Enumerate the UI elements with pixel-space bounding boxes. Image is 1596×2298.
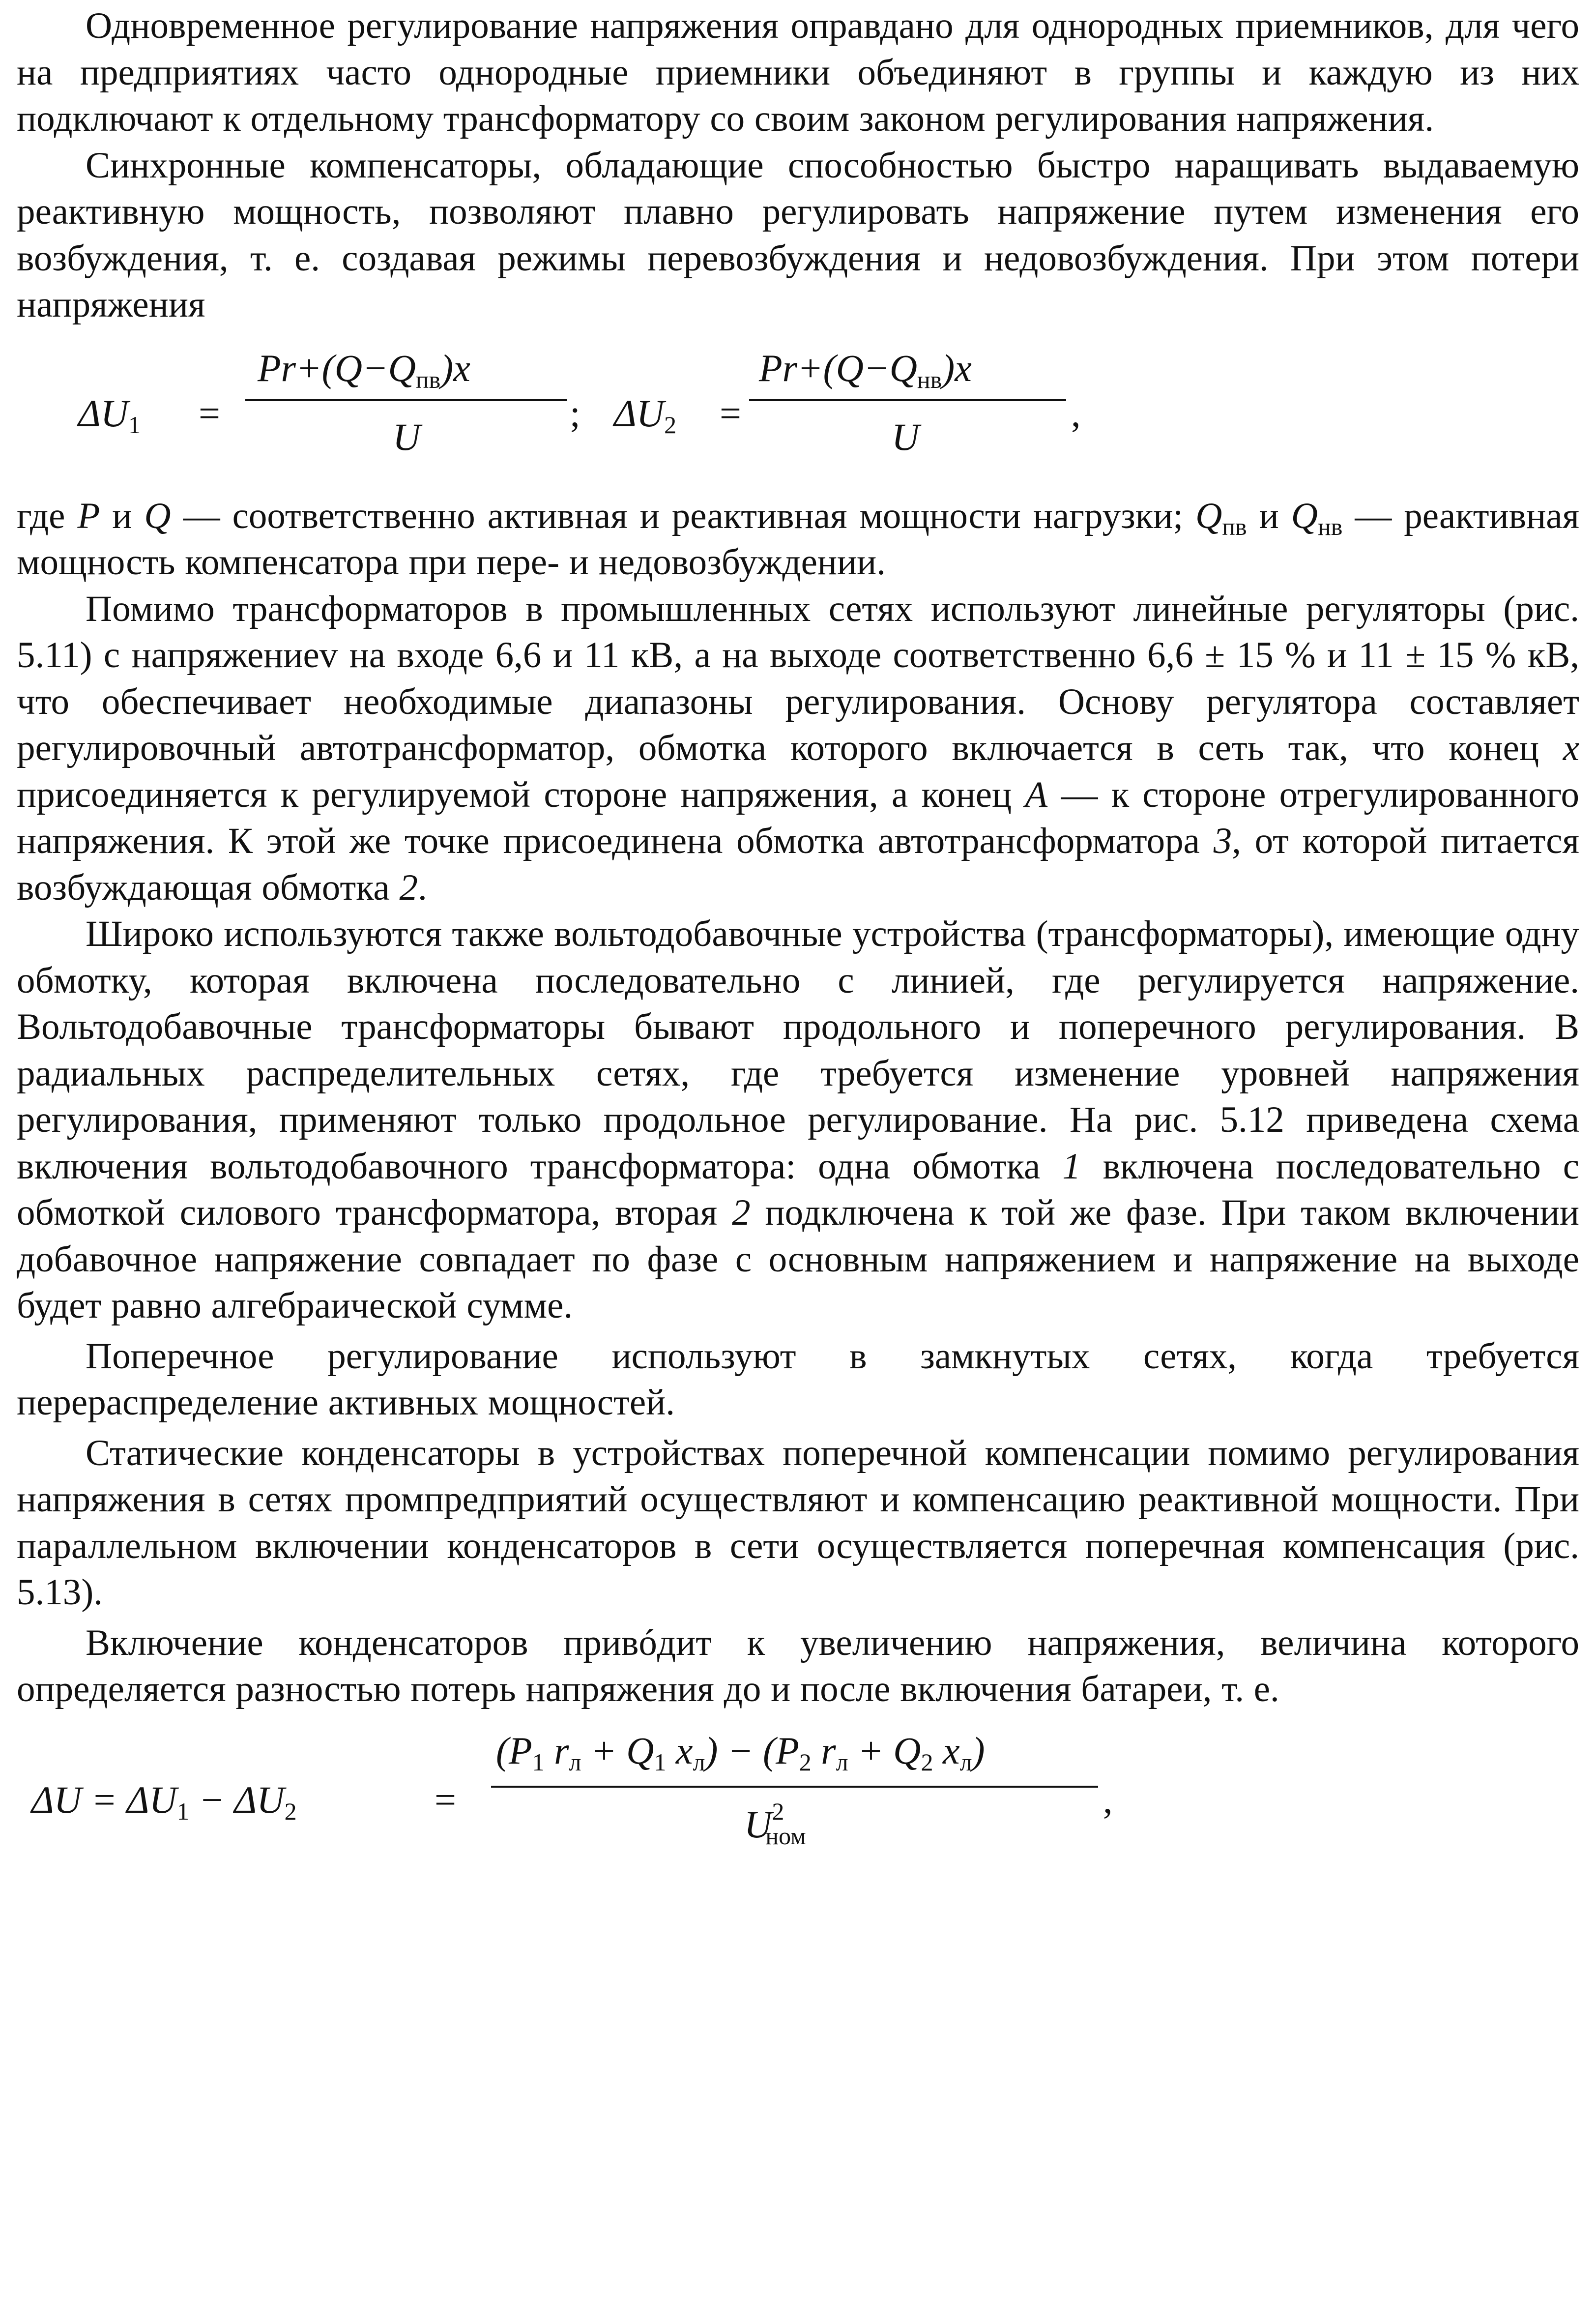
formula-voltage-increase [17,1724,1579,1861]
formula2-numerator: ($P_1$ $r_л + Q_1$ $x_л) - (P_2$ $r_л + Q_2$ $x_л$) [496,1729,985,1776]
formula1-numerator1: $Pr+(Q-Q_{пв})x$ [258,346,470,393]
paragraph-4: Помимо трансформаторов в промышленных сетях используют линейные регуляторы (рис. 5.11) с напряжениеv на входе 6,6 и 11 кВ, а на выходе соответственно 6,6 ± 15 % и 11 ± 15 % кВ, что обеспечивает необходимые диапазоны регулирования. Основу регулятора составляет регулировочный автотрансформатор, обмотка которого включается в сеть так, что конец x присоединяется к регулируемой стороне напряжения, а конец A — к стороне отрегулированного напряжения. К этой же точке присоединена обмотка автотрансформатора 3, от которой питается возбуждающая обмотка 2. [17,588,1579,908]
formula1-eq1: = [199,391,220,435]
formula1-eq2: = [720,391,741,435]
paragraph-1: Одновременное регулирование напряжения оправдано для однородных приемников, для чего на предприятиях часто однородные приемники объединяют в группы и каждую из них подключают к отдельному трансформатору со своим законом регулирования напряжения. [17,5,1579,139]
paragraph-5: Широко используются также вольтодобавочные устройства (трансформаторы), имеющие одну обмотку, которая включена последовательно с линией, где регулируется напряжение. Вольтодобавочные трансформаторы бывают продольного и поперечного регулирования. В радиальных распределительных сетях, где требуется изменение уровней напряжения регулирования, применяют только продольное регулирование. На рис. 5.12 приведена схема включения вольтодобавочного трансформатора: одна обмотка 1 включена последовательно с обмоткой силового трансформатора, вторая 2 подключена к той же фазе. При таком включении добавочное напряжение совпадает по фазе с основным напряжением и напряжение на выходе будет равно алгебраической сумме. [17,913,1580,1326]
paragraph-2: Синхронные компенсаторы, обладающие способностью быстро наращивать выдаваемую реактивную мощность, позволяют плавно регулировать напряжение путем изменения его возбуждения, т. е. создавая режимы перевозбуждения и недовозбуждения. При этом потери напряжения [17,145,1579,325]
formula2-fraction-bar [491,1786,1098,1788]
formula1-end: , [1071,391,1081,435]
formula1-separator: ; [570,391,580,435]
formula2-denominator: $U^2_{ном}$ [744,1797,806,1850]
paragraph-8: Включение конденсаторов привóдит к увеличению напряжения, величина которого определяется разностью потерь напряжения до и после включения батареи, т. е. [17,1622,1579,1709]
formula1-fraction-bar2 [749,399,1066,401]
formula-voltage-losses [17,346,1579,471]
formula1-lhs2: $\Delta U_2$ [614,391,677,439]
formula2-eq: = [435,1778,456,1821]
formula2-end: , [1103,1778,1113,1821]
formula1-lhs1: $\Delta U_1$ [78,391,141,439]
formula1-numerator2: $Pr+(Q-Q_{нв})x$ [759,346,972,393]
formula1-fraction-bar1 [245,399,567,401]
formula1-denominator2: U [892,415,920,458]
paragraph-7: Статические конденсаторы в устройствах поперечной компенсации помимо регулирования напряжения в сетях промпредприятий осуществляют и компенсацию реактивной мощности. При параллельном включении конденсаторов в сети осуществляется поперечная компенсация (рис. 5.13). [17,1432,1579,1613]
paragraph-3: где P и Q — соответственно активная и реактивная мощности нагрузки; $Q_{пв}$ и $Q_{нв}$ — реактивная мощность компенсатора при пере- и недовозбуждении. [17,495,1579,583]
formula2-lhs: $\Delta U = \Delta U_1 - \Delta U_2$ [31,1778,297,1825]
formula1-denominator1: U [393,415,421,458]
paragraph-6: Поперечное регулирование используют в замкнутых сетях, когда требуется перераспределение активных мощностей. [17,1335,1579,1423]
